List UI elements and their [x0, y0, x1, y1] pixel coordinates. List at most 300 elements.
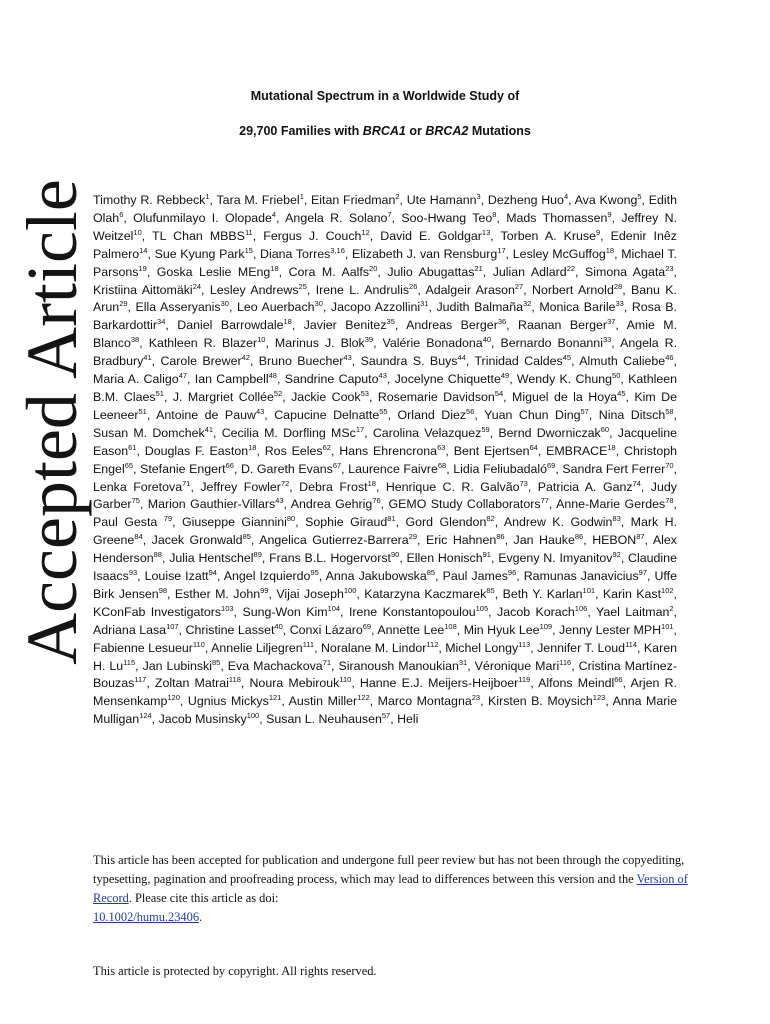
author-name: Yuan Chun Ding — [484, 407, 581, 422]
author-name: Fergus J. Couch — [263, 228, 362, 243]
author-name: Marinus J. Blok — [274, 336, 365, 351]
author-affiliation-number: 3 — [476, 192, 481, 201]
author-affiliation-number: 103 — [221, 603, 234, 613]
author-affiliation-number: 115 — [123, 657, 136, 667]
author-entry — [299, 480, 376, 494]
author-name: Ugnius Mickys — [187, 694, 269, 709]
author-name: Karin Kast — [602, 586, 662, 601]
author-name: Claudine Isaacs — [93, 551, 677, 584]
author-entry — [474, 354, 571, 368]
author-name: Yael Laitman — [595, 604, 670, 619]
author-entry — [498, 426, 609, 440]
author-name: Adriana Lasa — [93, 622, 167, 637]
author-affiliation-number: 102 — [661, 585, 674, 595]
author-name: Karen H. Lu — [93, 640, 677, 673]
author-name: Almuth Caliebe — [579, 354, 666, 369]
author-entry — [538, 480, 641, 494]
author-name: Maria A. Caligo — [93, 372, 179, 387]
author-name: Jacob Korach — [497, 604, 575, 619]
author-entry — [518, 318, 615, 332]
author-affiliation-number: 41 — [143, 353, 152, 363]
author-name: Sandrine Caputo — [284, 372, 379, 387]
author-name: Jacob Musinsky — [158, 712, 247, 727]
author-affiliation-number: 56 — [466, 406, 475, 416]
author-name: Siranoush Manoukian — [338, 658, 459, 673]
author-affiliation-number: 57 — [381, 711, 391, 721]
author-entry — [275, 336, 373, 350]
author-entry — [331, 300, 429, 314]
author-affiliation-number: 51 — [155, 388, 164, 398]
author-name: Judith Balmaña — [436, 300, 523, 315]
author-affiliation-number: 9 — [595, 227, 601, 237]
author-affiliation-number: 117 — [134, 675, 147, 685]
author-name: Vijai Joseph — [276, 586, 344, 601]
author-affiliation-number: 17 — [497, 245, 506, 255]
author-affiliation-number: 23 — [471, 693, 481, 703]
author-name: Mark H. Greene — [93, 515, 677, 548]
author-entry — [133, 211, 276, 225]
author-entry — [378, 694, 480, 708]
author-name: Frans B.L. Hogervorst — [269, 551, 391, 566]
author-affiliation-number: 3,16 — [330, 245, 345, 255]
author-entry — [386, 480, 528, 494]
author-entry — [603, 587, 674, 601]
author-affiliation-number: 87 — [636, 532, 645, 542]
author-entry — [148, 497, 284, 511]
author-name: Paul James — [442, 569, 508, 584]
author-affiliation-number: 85 — [242, 532, 251, 542]
author-affiliation-number: 28 — [613, 281, 623, 291]
notice-text: . — [199, 910, 203, 924]
author-name: Soo-Hwang Teo — [401, 210, 493, 225]
doi-link[interactable]: 10.1002/humu.23406 — [93, 910, 200, 924]
author-name: Patricia A. Ganz — [537, 479, 633, 494]
author-name: Katarzyna Kaczmarek — [364, 586, 487, 601]
author-affiliation-number: 31 — [420, 299, 429, 309]
author-entry — [373, 426, 490, 440]
author-entry — [348, 462, 446, 476]
author-affiliation-number: 97 — [638, 567, 647, 577]
author-entry — [266, 712, 390, 726]
author-affiliation-number: 37 — [607, 317, 616, 327]
author-affiliation-number: 118 — [228, 675, 241, 685]
author-affiliation-number: 13 — [481, 227, 491, 237]
author-name: Miguel de la Hoya — [512, 389, 618, 404]
author-affiliation-number: 94 — [208, 567, 217, 577]
author-affiliation-number: 69 — [547, 460, 556, 470]
author-affiliation-number: 29 — [408, 532, 417, 542]
author-entry — [406, 318, 506, 332]
author-name: Lenka Foretova — [93, 479, 183, 494]
author-affiliation-number: 27 — [514, 281, 524, 291]
author-affiliation-number: 10 — [257, 335, 266, 345]
author-affiliation-number: 123 — [592, 693, 606, 703]
author-name: Ellen Honisch — [406, 551, 483, 566]
author-affiliation-number: 61 — [128, 442, 137, 452]
author-name: Ramunas Janavicius — [523, 569, 639, 584]
author-name: Susan M. Domchek — [93, 425, 205, 440]
author-name: Saundra S. Buys — [360, 354, 458, 369]
author-affiliation-number: 100 — [343, 585, 357, 595]
author-affiliation-number: 73 — [519, 478, 528, 488]
author-name: Noralane M. Lindor — [320, 640, 427, 655]
author-name: Carole Brewer — [160, 354, 242, 369]
author-entry — [562, 462, 673, 476]
author-entry — [407, 551, 491, 565]
author-entry — [383, 336, 492, 350]
author-name: Alfons Meindl — [538, 676, 615, 691]
author-affiliation-number: 109 — [539, 621, 553, 631]
author-affiliation-number: 110 — [339, 675, 352, 685]
author-name: Valérie Bonadona — [382, 336, 483, 351]
author-entry — [93, 372, 187, 386]
author-name: Leo Auerbach — [236, 300, 315, 315]
author-affiliation-number: 98 — [158, 585, 168, 595]
author-affiliation-number: 35 — [386, 317, 395, 327]
author-entry — [145, 444, 257, 458]
author-entry — [592, 533, 644, 547]
author-affiliation-number: 101 — [582, 585, 596, 595]
article-title-line2 — [0, 124, 770, 138]
author-entry — [177, 318, 292, 332]
author-affiliation-number: 62 — [322, 442, 331, 452]
author-affiliation-number: 65 — [124, 460, 134, 470]
author-affiliation-number: 93 — [128, 567, 138, 577]
author-affiliation-number: 85 — [426, 567, 436, 577]
author-affiliation-number: 21 — [474, 263, 483, 273]
author-name: Nina Ditsch — [598, 407, 666, 422]
author-affiliation-number: 12 — [361, 227, 370, 237]
author-name: Susan L. Neuhausen — [266, 712, 382, 727]
author-affiliation-number: 41 — [204, 424, 214, 434]
author-name: Uffe Birk Jensen — [93, 569, 677, 601]
author-affiliation-number: 11 — [244, 227, 253, 237]
author-entry — [559, 623, 674, 637]
author-entry — [407, 193, 481, 207]
author-entry — [443, 569, 517, 583]
author-name: Jacqueline Eason — [93, 425, 677, 458]
author-affiliation-number: 33 — [615, 299, 624, 309]
author-entry — [143, 659, 221, 673]
author-entry — [426, 283, 524, 297]
author-name: Raanan Berger — [518, 318, 608, 333]
author-name: Bruno Buecher — [258, 354, 344, 369]
author-entry — [326, 569, 436, 583]
author-name: Gord Glendon — [405, 515, 487, 530]
author-affiliation-number: 58 — [665, 406, 674, 416]
author-affiliation-number: 68 — [437, 460, 447, 470]
author-name: Jan Hauke — [513, 533, 575, 548]
author-affiliation-number: 26 — [409, 281, 418, 291]
author-name: Carolina Velazquez — [372, 425, 482, 440]
author-affiliation-number: 45 — [617, 388, 626, 398]
author-name: Hanne E.J. Meijers-Heijboer — [359, 676, 519, 691]
author-name: Kim De Leeneer — [93, 389, 677, 422]
author-affiliation-number: 99 — [260, 585, 269, 595]
author-entry — [493, 265, 575, 279]
author-name: Goska Leslie MEng — [156, 264, 271, 279]
author-entry — [537, 641, 637, 655]
author-affiliation-number: 52 — [273, 388, 283, 398]
author-affiliation-number: 108 — [444, 621, 457, 631]
author-entry — [140, 462, 234, 476]
author-affiliation-number: 85 — [212, 657, 221, 667]
author-name: Ava Kwong — [574, 193, 638, 207]
author-entry — [575, 193, 642, 207]
author-affiliation-number: 53 — [360, 388, 369, 398]
author-name: Edith Olah — [93, 193, 677, 225]
author-affiliation-number: 17 — [355, 424, 365, 434]
author-affiliation-number: 22 — [566, 263, 576, 273]
author-affiliation-number: 81 — [387, 514, 396, 524]
author-affiliation-number: 54 — [494, 388, 504, 398]
author-entry — [152, 229, 253, 243]
author-name: Angel Izquierdo — [223, 569, 311, 584]
author-name: Giuseppe Giannini — [181, 515, 287, 530]
author-affiliation-number: 42 — [241, 353, 250, 363]
author-entry — [538, 676, 622, 690]
author-affiliation-number: 40 — [482, 335, 492, 345]
author-affiliation-number: 1 — [205, 192, 210, 201]
author-entry — [274, 408, 387, 422]
author-affiliation-number: 114 — [625, 639, 638, 649]
author-name: Irene L. Andrulis — [315, 282, 410, 297]
author-name: Antoine de Pauw — [156, 407, 256, 422]
author-entry — [401, 211, 496, 225]
author-affiliation-number: 8 — [492, 209, 497, 219]
author-entry — [93, 623, 179, 637]
author-entry — [352, 247, 506, 261]
author-entry — [475, 659, 572, 673]
author-name: Diana Torres — [260, 246, 331, 261]
author-name: Lidia Feliubadaló — [453, 461, 548, 476]
author-name: Norbert Arnold — [532, 282, 614, 297]
author-name: Christoph Engel — [93, 443, 677, 476]
gene-name: BRCA1 — [362, 124, 406, 138]
author-name: Bent Ejertsen — [453, 443, 530, 458]
author-affiliation-number: 29 — [119, 299, 128, 309]
author-entry — [93, 283, 201, 297]
author-entry — [200, 480, 289, 494]
author-name: Véronique Mari — [474, 658, 560, 673]
author-name: Angela R. Solano — [285, 210, 388, 225]
author-entry — [259, 533, 417, 547]
author-affiliation-number: 106 — [574, 603, 588, 613]
author-name: Sophie Giraud — [305, 515, 388, 530]
author-name: Paul Gesta — [93, 515, 164, 530]
author-name: Henrique C. R. Galvão — [385, 479, 520, 494]
author-entry — [364, 587, 495, 601]
author-entry — [155, 247, 253, 261]
author-affiliation-number: 60 — [600, 424, 610, 434]
author-entry — [389, 497, 549, 511]
author-name: GEMO Study Collaborators — [388, 497, 541, 512]
author-affiliation-number: 43 — [275, 496, 284, 506]
author-name: Min Hyuk Lee — [463, 622, 540, 637]
author-entry — [93, 515, 172, 529]
author-affiliation-number: 43 — [343, 353, 352, 363]
author-name: Anna Jakubowska — [325, 569, 427, 584]
author-name: Annelie Liljegren — [211, 640, 303, 655]
author-affiliation-number: 79 — [163, 514, 173, 524]
author-name: Beth Y. Karlan — [502, 586, 583, 601]
author-name: Angela R. Bradbury — [93, 336, 677, 369]
author-affiliation-number: 43 — [378, 370, 387, 380]
author-name: Banu K. Arun — [93, 282, 677, 315]
author-affiliation-number: 95 — [310, 567, 319, 577]
author-affiliation-number: 112 — [426, 639, 439, 649]
author-entry — [339, 444, 445, 458]
author-name: Mads Thomassen — [506, 210, 608, 225]
author-affiliation-number: 77 — [540, 496, 549, 506]
author-affiliation-number: 113 — [518, 639, 531, 649]
author-affiliation-number: 38 — [130, 335, 140, 345]
author-entry — [349, 605, 488, 619]
author-entry — [397, 712, 418, 726]
author-entry — [503, 587, 596, 601]
author-entry — [539, 300, 624, 314]
author-entry — [599, 408, 674, 422]
author-name: Javier Benitez — [303, 318, 387, 333]
author-list: Timothy R. Rebbeck$^1$, Tara M. Friebel$^1$, Eitan Friedman$^2$, Ute Hamann$^3$, Dezheng Huo$^4$, Ava Kwong$^5$, Edith Olah$^6$, Olufunmilayo I. Olopade$^4$, Angela R. Solano$^7$, Soo-Hwang Teo$^8$, Mads Thomassen$^9$, Jeffrey N. Weitzel$^{10}$, TL Chan MBBS$^{11}$, Fergus J. Couch$^{12}$, David E. Goldgar$^{13}$, Torben A. Kruse$^9$, Edenir Inêz Palmero$^{14}$, Sue Kyung Park$^{15}$, Diana Torres$^{3,16}$, Elizabeth J. van Rensburg$^{17}$, Lesley McGuffog$^{18}$, Michael T. Parsons$^{19}$, Goska Leslie MEng$^{18}$, Cora M. Aalfs$^{20}$, Julio Abugattas$^{21}$, Julian Adlard$^{22}$, Simona Agata$^{23}$, Kristiina Aittomäki$^{24}$, Lesley Andrews$^{25}$, Irene L. Andrulis$^{26}$, Adalgeir Arason$^{27}$, Norbert Arnold$^{28}$, Banu K. Arun$^{29}$, Ella Asseryanis$^{30}$, Leo Auerbach$^{30}$, Jacopo Azzollini$^{31}$, Judith Balmaña$^{32}$, Monica Barile$^{33}$, Rosa B. Barkardottir$^{34}$, Daniel Barrowdale$^{18}$, Javier Benitez$^{35}$, Andreas Berger$^{36}$, Raanan Berger$^{37}$, Amie M. Blanco$^{38}$, Kathleen R. Blazer$^{10}$, Marinus J. Blok$^{39}$, Valérie Bonadona$^{40}$, Bernardo Bonanni$^{33}$, Angela R. Bradbury$^{41}$, Carole Brewer$^{42}$, Bruno Buecher$^{43}$, Saundra S. Buys$^{44}$, Trinidad Caldes$^{45}$, Almuth Caliebe$^{46}$, Maria A. Caligo$^{47}$, Ian Campbell$^{48}$, Sandrine Caputo$^{43}$, Jocelyne Chiquette$^{49}$, Wendy K. Chung$^{50}$, Kathleen B.M. Claes$^{51}$, J. Margriet Collée$^{52}$, Jackie Cook$^{53}$, Rosemarie Davidson$^{54}$, Miguel de la Hoya$^{45}$, Kim De Leeneer$^{51}$, Antoine de Pauw$^{43}$, Capucine Delnatte$^{55}$, Orland Diez$^{56}$, Yuan Chun Ding$^{57}$, Nina Ditsch$^{58}$, Susan M. Domchek$^{41}$, Cecilia M. Dorfling MSc$^{17}$, Carolina Velazquez$^{59}$, Bernd Dworniczak$^{60}$, Jacqueline Eason$^{61}$, Douglas F. Easton$^{18}$, Ros Eeles$^{62}$, Hans Ehrencrona$^{63}$, Bent Ejertsen$^{64}$, EMBRACE$^{18}$, Christoph Engel$^{65}$, Stefanie Engert$^{66}$, D. Gareth Evans$^{67}$, Laurence Faivre$^{68}$, Lidia Feliubadaló$^{69}$, Sandra Fert Ferrer$^{70}$, Lenka Foretova$^{71}$, Jeffrey Fowler$^{72}$, Debra Frost$^{18}$, Henrique C. R. Galvão$^{73}$, Patricia A. Ganz$^{74}$, Judy Garber$^{75}$, Marion Gauthier-Villars$^{43}$, Andrea Gehrig$^{76}$, GEMO Study Collaborators$^{77}$, Anne-Marie Gerdes$^{78}$, Paul Gesta $^{79}$, Giuseppe Giannini$^{80}$, Sophie Giraud$^{81}$, Gord Glendon$^{82}$, Andrew K. Godwin$^{83}$, Mark H. Greene$^{84}$, Jacek Gronwald$^{85}$, Angelica Gutierrez-Barrera$^{29}$, Eric Hahnen$^{86}$, Jan Hauke$^{86}$, HEBON$^{87}$, Alex Henderson$^{88}$, Julia Hentschel$^{89}$, Frans B.L. Hogervorst$^{90}$, Ellen Honisch$^{91}$, Evgeny N. Imyanitov$^{92}$, Claudine Isaacs$^{93}$, Louise Izatt$^{94}$, Angel Izquierdo$^{95}$, Anna Jakubowska$^{85}$, Paul James$^{96}$, Ramunas Janavicius$^{97}$, Uffe Birk Jensen$^{98}$, Esther M. John$^{99}$, Vijai Joseph$^{100}$, Katarzyna Kaczmarek$^{85}$, Beth Y. Karlan$^{101}$, Karin Kast$^{102}$, KConFab Investigators$^{103}$, Sung-Won Kim$^{104}$, Irene Konstantopoulou$^{105}$, Jacob Korach$^{106}$, Yael Laitman$^2$, Adriana Lasa$^{107}$, Christine Lasset$^{40}$, Conxi Lázaro$^{69}$, Annette Lee$^{108}$, Min Hyuk Lee$^{109}$, Jenny Lester MPH$^{101}$, Fabienne Lesueur$^{110}$, Annelie Liljegren$^{111}$, Noralane M. Lindor$^{112}$, Michel Longy$^{113}$, Jennifer T. Loud$^{114}$, Karen H. Lu$^{115}$, Jan Lubinski$^{85}$, Eva Machackova$^{71}$, Siranoush Manoukian$^{31}$, Véronique Mari$^{116}$, Cristina Martínez-Bouzas$^{117}$, Zoltan Matrai$^{118}$, Noura Mebirouk$^{110}$, Hanne E.J. Meijers-Heijboer$^{119}$, Alfons Meindl$^{66}$, Arjen R. Mensenkamp$^{120}$, Ugnius Mickys$^{121}$, Austin Miller$^{122}$, Marco Montagna$^{23}$, Kirsten B. Moysich$^{123}$, Anna Marie Mulligan$^{124}$, Jacob Musinsky$^{100}$, Susan L. Neuhausen$^{57}$, Heli — [93, 192, 677, 727]
author-entry — [387, 265, 482, 279]
author-entry — [285, 211, 391, 225]
author-affiliation-number: 89 — [253, 550, 262, 559]
author-name: Arjen R. Mensenkamp — [93, 676, 677, 709]
author-name: Irene Konstantopoulou — [348, 604, 476, 619]
author-name: Marion Gauthier-Villars — [147, 497, 276, 512]
author-name: J. Margriet Collée — [172, 389, 274, 404]
author-entry — [504, 515, 621, 529]
version-of-record-link[interactable]: Version of Record — [93, 872, 688, 905]
author-name: Ute Hamann — [406, 193, 477, 207]
author-entry — [228, 659, 331, 673]
author-entry — [265, 444, 331, 458]
author-entry — [290, 623, 371, 637]
author-entry — [517, 372, 620, 386]
author-affiliation-number: 18 — [607, 442, 616, 452]
author-name: Debra Frost — [299, 479, 368, 494]
author-affiliation-number: 88 — [153, 550, 162, 559]
author-name: Julian Adlard — [492, 264, 567, 279]
author-entry — [484, 408, 589, 422]
author-affiliation-number: 92 — [612, 550, 621, 559]
author-affiliation-number: 85 — [486, 585, 495, 595]
author-entry — [304, 318, 395, 332]
author-affiliation-number: 74 — [632, 478, 641, 488]
author-name: Trinidad Caldes — [474, 354, 563, 369]
author-entry — [242, 605, 340, 619]
author-name: Edenir Inêz Palmero — [93, 228, 677, 261]
author-entry — [155, 676, 241, 690]
author-entry — [513, 247, 614, 261]
author-name: Stefanie Engert — [140, 461, 226, 476]
author-entry — [263, 229, 370, 243]
author-name: Kathleen B.M. Claes — [93, 372, 677, 404]
author-affiliation-number: 59 — [481, 424, 490, 434]
author-name: Lesley Andrews — [209, 282, 299, 297]
author-name: Ros Eeles — [264, 443, 323, 458]
author-name: Jacopo Azzollini — [330, 300, 421, 315]
author-affiliation-number: 86 — [574, 532, 584, 542]
author-name: Andrea Gehrig — [290, 497, 373, 512]
author-entry — [276, 587, 356, 601]
author-name: Sung-Won Kim — [242, 604, 328, 619]
notice-text: . Please cite this article as doi: — [128, 891, 279, 905]
article-title-line1: Mutational Spectrum in a Worldwide Study of — [250, 89, 520, 103]
author-entry — [498, 551, 621, 565]
author-affiliation-number: 83 — [612, 514, 621, 524]
author-entry — [93, 426, 213, 440]
author-entry — [311, 193, 399, 207]
author-name: Monica Barile — [539, 300, 616, 315]
author-entry — [501, 229, 601, 243]
author-name: Olufunmilayo I. Olopade — [133, 210, 272, 225]
author-entry — [316, 283, 418, 297]
author-name: Austin Miller — [288, 694, 358, 709]
author-affiliation-number: 32 — [522, 299, 532, 309]
author-affiliation-number: 86 — [496, 532, 505, 542]
author-name: EMBRACE — [546, 443, 608, 458]
author-entry — [361, 354, 466, 368]
author-affiliation-number: 119 — [518, 675, 531, 685]
author-entry — [506, 211, 611, 225]
author-affiliation-number: 14 — [139, 245, 148, 255]
author-name: TL Chan MBBS — [152, 228, 245, 243]
author-name: Hans Ehrencrona — [339, 443, 438, 458]
author-name: Cora M. Aalfs — [288, 264, 370, 279]
author-name: Elizabeth J. van Rensburg — [352, 246, 498, 261]
author-affiliation-number: 31 — [458, 657, 468, 667]
author-affiliation-number: 6 — [119, 209, 124, 219]
author-name: Judy Garber — [93, 479, 677, 512]
author-name: D. Gareth Evans — [240, 461, 333, 476]
author-affiliation-number: 9 — [607, 209, 612, 219]
author-entry — [445, 641, 530, 655]
author-name: Jocelyne Chiquette — [394, 372, 501, 387]
author-affiliation-number: 111 — [302, 639, 315, 649]
accepted-article-watermark: Accepted Article — [12, 179, 92, 665]
author-affiliation-number: 10 — [133, 227, 142, 237]
author-entry — [175, 587, 269, 601]
author-entry — [93, 641, 205, 655]
copyright-notice: This article is protected by copyright. All rights reserved. — [93, 964, 377, 978]
author-entry — [149, 336, 266, 350]
author-name: Wendy K. Chung — [516, 372, 613, 387]
author-affiliation-number: 30 — [220, 299, 229, 309]
author-entry — [436, 300, 531, 314]
author-entry — [160, 354, 249, 368]
author-entry — [514, 533, 584, 547]
author-entry — [377, 623, 456, 637]
author-affiliation-number: 40 — [274, 621, 283, 631]
author-name: Andrew K. Godwin — [503, 515, 613, 530]
author-name: Michel Longy — [445, 640, 519, 655]
author-name: Michael T. Parsons — [93, 246, 677, 279]
author-affiliation-number: 66 — [614, 675, 623, 685]
author-affiliation-number: 48 — [268, 370, 277, 380]
author-name: Louise Izatt — [144, 569, 209, 584]
author-affiliation-number: 39 — [364, 335, 374, 345]
author-affiliation-number: 1 — [299, 192, 304, 201]
title-text: or — [405, 124, 426, 138]
author-name: Jackie Cook — [291, 389, 361, 404]
author-entry — [338, 659, 467, 673]
author-affiliation-number: 5 — [637, 192, 642, 201]
author-affiliation-number: 91 — [482, 550, 491, 559]
notice-text: This article has been accepted for publication and undergone full peer review but has not been through the copyediting, typesetting, pagination and proofreading process, which may lead to differences between this version and the — [93, 853, 685, 886]
gene-name: BRCA2 — [425, 124, 469, 138]
